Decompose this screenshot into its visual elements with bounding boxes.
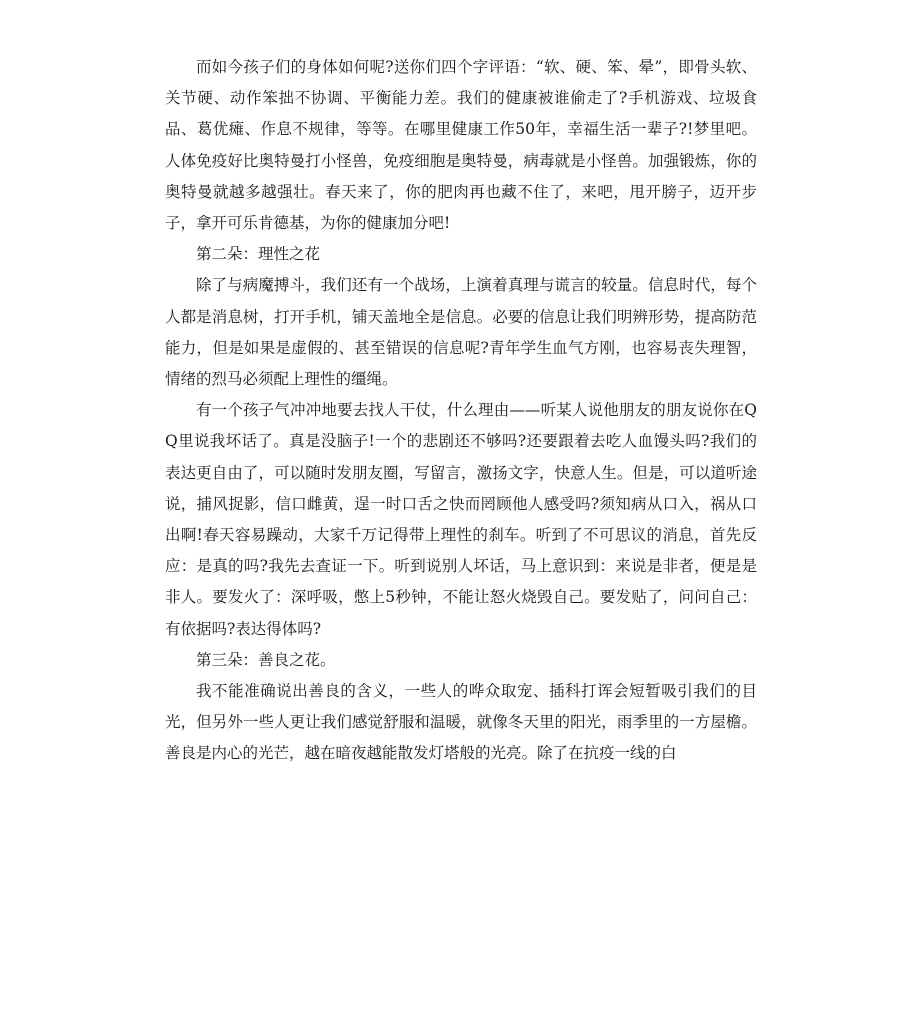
heading-rational-flower: 第二朵：理性之花	[196, 245, 321, 264]
heading-kindness-flower: 第三朵：善良之花。	[196, 650, 336, 669]
paragraph-information-battle: 除了与病魔搏斗，我们还有一个战场，上演着真理与谎言的较量。信息时代，每个人都是消息树，打开手机，铺天盖地全是信息。必要的信息让我们明辨形势，提高防范能力，但是如果是虚假的、甚至错误的信息呢?青年学生血气方刚，也容易丧失理智，情绪的烈马必须配上理性的缰绳。	[165, 276, 757, 389]
paragraph-rational-brake: 有一个孩子气冲冲地要去找人干仗，什么理由——听某人说他朋友的朋友说你在QQ里说我坏话了。真是没脑子!一个的悲剧还不够吗?还要跟着去吃人血馒头吗?我们的表达更自由了，可以随时发朋友圈，写留言，激扬文字，快意人生。但是，可以道听途说，捕风捉影，信口雌黄，逞一时口舌之快而罔顾他人感受吗?须知病从口入，祸从口出啊!春天容易躁动，大家千万记得带上理性的刹车。听到了不可思议的消息，首先反应：是真的吗?我先去查证一下。听到说别人坏话，马上意识到：来说是非者，便是是非人。要发火了：深呼吸，憋上5秒钟，不能让怒火烧毁自己。要发贴了，问问自己：有依据吗?表达得体吗?	[165, 401, 757, 638]
paragraph-health: 而如今孩子们的身体如何呢?送你们四个字评语：“软、硬、笨、晕”，即骨头软、关节硬、动作笨拙不协调、平衡能力差。我们的健康被谁偷走了?手机游戏、垃圾食品、葛优瘫、作息不规律，等等。在哪里健康工作50年，幸福生活一辈子?!梦里吧。人体免疫好比奥特曼打小怪兽，免疫细胞是奥特曼，病毒就是小怪兽。加强锻炼，你的奥特曼就越多越强壮。春天来了，你的肥肉再也藏不住了，来吧，甩开膀子，迈开步子，拿开可乐肯德基，为你的健康加分吧!	[165, 58, 757, 233]
document-page	[165, 52, 757, 770]
paragraph-kindness: 我不能准确说出善良的含义，一些人的哗众取宠、插科打诨会短暂吸引我们的目光，但另外一些人更让我们感觉舒服和温暖，就像冬天里的阳光，雨季里的一方屋檐。善良是内心的光芒，越在暗夜越能散发灯塔般的光亮。除了在抗疫一线的白	[165, 682, 757, 763]
